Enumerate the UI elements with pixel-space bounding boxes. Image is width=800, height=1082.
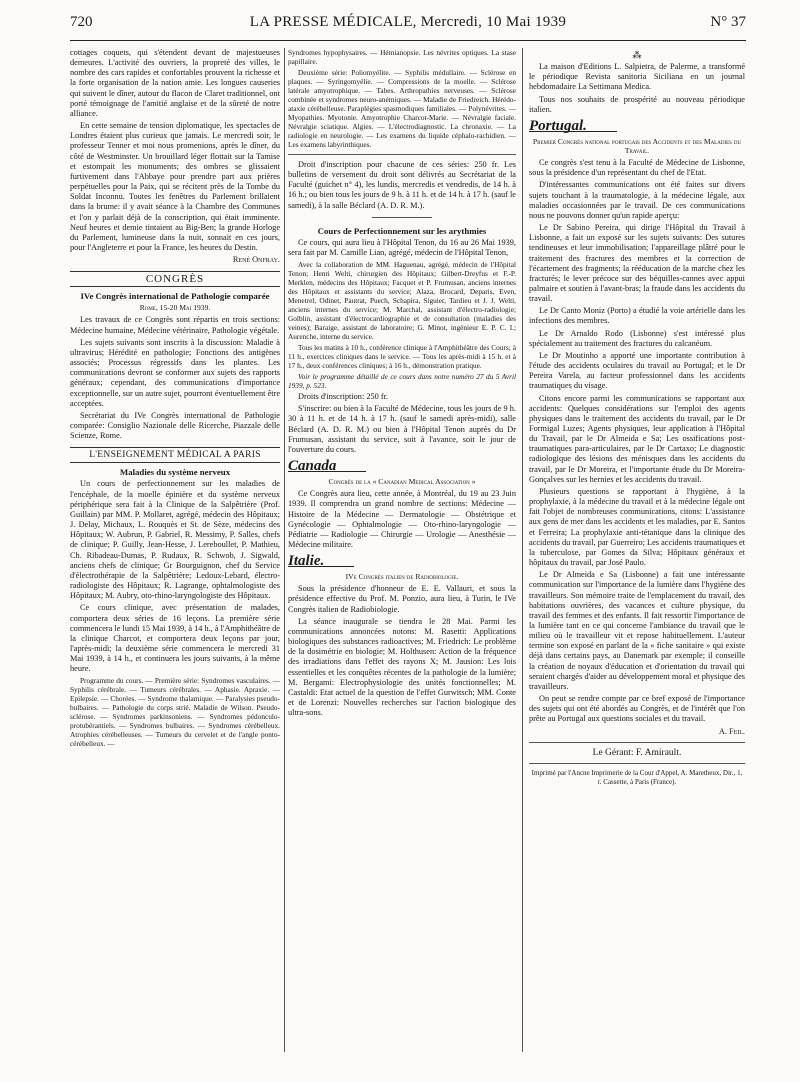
article-subtitle: IVe Congrès italien de Radiobiologie. (345, 572, 459, 582)
paragraph: Le Dr Canto Moniz (Porto) a étudié la voie artérielle dans les infections des membres. (529, 306, 745, 326)
paragraph: En cette semaine de tension diplomatique, les spectacles de Londres étaient plus curieux que jamais. Le mercredi soir, le professeur Tenner et moi nous promenions, après le dîner, du côté de Westminster. Un brouillard léger flottait sur la Tamise et estompait les monuments; des ombres se glissaient furtivement dans l'Abbaye pour prendre part aux prières perpétuelles pour la Paix, qui se récitent près de la Tombe du Soldat Inconnu. Toutes les fenêtres du Parlement brillaient dans la brume: il y avait séance à la Chambre des Communes et l'on y parlait déjà de la conscription, qui était imminente. Neuf heures et demie tintaient au Big-Ben; la grande Horloge du Parlement, lumineuse dans la nuit, sonnait en ces jours, pour l'Angleterre et pour la France, les heures du Destin. (70, 121, 280, 252)
paragraph: Les sujets suivants sont inscrits à la discussion: Maladie à ultravirus; Hérédité en pathologie; Fonctions des antigènes associés; Processus régressifs dans les plantes. Les communications devront se conformer aux sujets des rapports généraux; cependant, des communications d'importance exceptionnelle, sur un autre sujet, pourront éventuellement être acceptées. (70, 337, 280, 408)
paragraph: Deuxième série: Poliomyélite. — Syphilis médullaire. — Sclérose en plaques. — Syringomyélie. — Compressions de la moelle. — Sclérose latérale amyotrophique. — Tabes. Arthropathies nerveuses. — Sclérose combinée et syndromes neuro-anémiques. — Maladie de Friedreich. Hérédo-ataxie cérébelleuse. Paraplégies spasmodiques familiales. — Polynévrites. — Myopathies. Myotonie. Amyotrophie Charcot-Marie. — Névralgie faciale. Névralgie sciatique. Algies. — L'électrodiagnostic. La chronaxie. — La radiologie en neurologie. — Les examens du liquide céphalo-rachidien. — Les examens labyrinthiques. (288, 68, 516, 149)
paragraph: Le Dr Moutinho a apporté une importante contribution à l'étude des accidents oculaires du travail au Portugal; et le Dr Pereira Varela, au facteur professionnel dans les accidents traumatiques du visage. (529, 350, 745, 391)
article-title: Cours de Perfectionnement sur les arythmies (317, 225, 487, 236)
page-number: 720 (70, 14, 93, 30)
paragraph: Le Dr Arnaldo Rodo (Lisbonne) s'est intéressé plus spécialement au traitement des fractures du calcanéum. (529, 328, 745, 348)
paragraph: Secrétariat du IVe Congrès international de Pathologie comparée: Consiglio Nazionale delle Ricerche, Piazzale delle Scienze, Rome. (70, 410, 280, 441)
paragraph: D'intéressantes communications ont été faites sur divers sujets touchant à la traumatologie, à la médecine légale, aux maladies occasionnées par le travail. De ces communications nous ne pouvons donner qu'un rapide aperçu: (529, 180, 745, 220)
paragraph: La maison d'Editions L. Salpietra, de Palerme, a transformé le périodique Revista sanitoria Siciliana en un journal hebdomadaire La Settimana Medica. (529, 62, 745, 92)
paragraph: Ce cours clinique, avec présentation de malades, comportera deux séries de 16 leçons. La première série commencera le lundi 15 Mai 1939, à 14 h., à l'Amphithéâtre de la clinique Charcot, et comportera deux leçons par jour, l'après-midi; la deuxième série commencera le mercredi 31 Mai 1939, à 14 h., et continuera les jours suivants, à la même heure. (70, 603, 280, 674)
divider (372, 217, 432, 218)
paragraph: On peut se rendre compte par ce bref exposé de l'importance des sujets qui ont été abordés au Congrès, et de l'intérêt que l'on prête au Portugal aux questions sociales et du travail. (529, 694, 745, 724)
paragraph: Tous les matins à 10 h., conférence clinique à l'Amphithéâtre des Cours; à 11 h., exercices cliniques dans le service. — Tous les après-midi à 15 h. et à 17 h., deux conférences cliniques; à 16 h., démonstration pratique. (288, 343, 516, 371)
paragraph: Sous la présidence d'honneur de E. E. Vallauri, et sous la présidence effective du Prof. M. Ponzio, aura lieu, à Turin, le IVe Congrès italien de Radiobiologie. (288, 584, 516, 614)
printer-line: Imprimé par l'Ancne Imprimerie de la Cour d'Appel, A. Maretheux, Dir., 1, r. Cassette, à Paris (France). (531, 768, 743, 786)
article-title: Maladies du système nerveux (119, 467, 231, 478)
paragraph: Un cours de perfectionnement sur les maladies de l'encéphale, de la moelle épinière et du système nerveux périphérique sera fait à la Clinique de la Salpêtrière (Prof. Guillain) par MM. P. Mollaret, agrégé, médecin des Hôpitaux; J. Delay, Michaux, L. Rouquès et St. de Sèze, médecins des Hôpitaux; W. Aubrun, P. Gabriel, R. Messimy, P. Salles, chefs de clinique; P. Guilly, Jean-Hesse, J. Lereboullet, P. Mathieu, Ch. Ribadeau-Dumas, P. Rudaux, R. Schwob, J. Sigwald, anciens chefs de clinique; Gr Bourguignon, chef du Service d'électrothérapie de la Salpêtrière; Ledoux-Lebard, électro-radiologiste des Hôpitaux; R. Lagrange, ophtalmologiste des Hôpitaux; M. Aubry, oto-rhino-laryngologiste des Hôpitaux. (70, 479, 280, 601)
paragraph: Ce Congrès aura lieu, cette année, à Montréal, du 19 au 23 Juin 1939. Il comprendra un grand nombre de sections: Médecine — Histoire de la Médecine — Dermatologie — Obstétrique et Gynécologie — Ophtalmologie — Oto-rhino-laryngologie — Pédiatrie — Radiologie — Chirurgie — Urologie — Anesthésie — Médecine militaire. (288, 489, 516, 549)
journal-title: LA PRESSE MÉDICALE, Mercredi, 10 Mai 1939 (249, 14, 567, 30)
section-heading-enseignement: L'ENSEIGNEMENT MÉDICAL A PARIS (70, 447, 280, 463)
divider (529, 742, 745, 743)
header-rule (70, 40, 746, 41)
paragraph: Citons encore parmi les communications se rapportant aux accidents: Quelques considérations sur l'emploi des agents physiques dans le traitement des accidents du travail, par le Dr Formigal Luzes; Agents physiques, leur application à l'Hôpital du Travail, par le Dr Almeida e Sa; Les ossifications post-traumatiques para-articulaires, par le Dr Cartaxo; Le diagnostic radiologique des lésions des ménisques dans les accidents du travail, par le Dr Moreira, et l'importante étude du Dr Moreira-Gonçalves sur les hernies et les accidents du travail. (529, 393, 745, 484)
paragraph: Tous nos souhaits de prospérité au nouveau périodique italien. (529, 94, 745, 114)
column-2 (288, 48, 516, 720)
paragraph: Syndromes hypophysaires. — Hémianopsie. Les névrites optiques. La stase papillaire. (288, 48, 516, 66)
country-heading-italie: Italie. (288, 556, 354, 567)
article-subtitle: Congrès de la « Canadian Medical Association » (328, 477, 476, 487)
paragraph: Programme du cours. — Première série: Syndromes vasculaires. — Syphilis cérébrale. — Tumeurs cérébrales. — Aphasie. Apraxie. — Epilepsie. — Chorées. — Syndrome thalamique. — Paralysies pseudo-bulbaires. — Pathologie du corps strié. Maladie de Wilson. Pseudo-sclérose. — Syndromes parkinsoniens. — Syndromes pédonculo-protubérantiels. — Syndromes bulbaires. — Syndromes cérébelleux. Atrophies cérébelleuses. — Tumeurs du cervelet et de l'angle ponto-cérébelleux. — (70, 676, 280, 749)
paragraph: S'inscrire: ou bien à la Faculté de Médecine, tous les jours de 9 h. 30 à 11 h. et de 14 h. à 17 h. (sauf le samedi après-midi), salle Béclard (A. D. R. M.) ou bien à l'Hôpital Tenon auprès du Dr Frumusan, assistant du service, soit à l'avance, soit le jour de l'ouverture du cours. (288, 404, 516, 454)
paragraph: Le Dr Almeida e Sa (Lisbonne) a fait une intéressante communication sur l'importance de la lumière dans l'hygiène des travailleurs. Son mémoire traite de l'emplacement du travail, des habitations ouvrières, des vacances et culture physique, du travail des femmes et des enfants. Il fait ressortir l'importance de la lumière tant en ce qui concerne l'ambiance du travail que le milieu où le travailleur vit et repose habituellement. L'auteur termine son exposé en parlant de la « fiche sanitaire » qui existe déjà dans certains pays, au Danemark par exemple; il conseille la création de noyaux d'éducation et d'orientation du travail qui seraient chargés d'aider au développement moral et physique des travailleurs. (529, 570, 745, 691)
country-heading-canada: Canada (288, 461, 366, 472)
paragraph: La séance inaugurale se tiendra le 28 Mai. Parmi les communications annoncées notons: M. Rasetti: Applications biologiques des substances radioactives; M. Friedrich: Le problème de la dosimétrie en biologie; M. Holthusen: Action de la fréquence des irradiations dans l'effet des rayons X; M. Jausion: Les lois essentielles et les conquêtes récentes de la pathologie de la lumière; M. Bergami: Electrophysiologie des unités fonctionnelles; M. Castaldi: Etat actuel de la question de l'effet Gurwitsch; MM. Conte et de Lorenzi: Nouvelles recherches sur l'action biologique des ultra-sons. (288, 616, 516, 718)
paragraph: cottages coquets, qui s'étendent devant de majestueuses demeures. L'activité des ouvriers, la propreté des villes, le nombre des cars rapides et confortables prouvent la richesse et la forte organisation de la nation amie. Les longues causeries qui suivent le dîner, autour du flacon de Claret traditionnel, ont porté témoignage de l'amitié anglaise et de la sûreté de notre alliance. (70, 48, 280, 118)
issue-number: N° 37 (710, 14, 746, 30)
column-divider (522, 48, 523, 1052)
column-3 (529, 48, 745, 787)
ornament: ⁂ (632, 50, 642, 60)
paragraph: Le Dr Sabino Pereira, qui dirige l'Hôpital du Travail à Lisbonne, a fait un exposé sur les sujets suivants: Des sutures tendineuses et leur immobilisation; l'appareillage plâtré pour le traitement des fractures des membres et la correction de l'écartement des fragments; la rééducation de la marche chez les fracturés; le lever précoce sur des béquilles-cannes avec appui palmaire et soutien à l'avant-bras; la fraude dans les accidents du travail. (529, 223, 745, 304)
gerant-line: Le Gérant: F. Amirault. (592, 747, 682, 758)
paragraph: Droit d'inscription pour chacune de ces séries: 250 fr. Les bulletins de versement du droit sont délivrés au Secrétariat de la Faculté (guichet n° 4), les lundis, mercredis et vendredis, de 14 h. à 16 h.; ou bien tous les jours de 9 h. à 11 h. et de 14 h. à 17 h. (sauf le samedi), à la salle Béclard (A. D. R. M.). (288, 160, 516, 210)
author-signature: René Onfray. (232, 255, 280, 265)
divider (529, 763, 745, 764)
paragraph: Les travaux de ce Congrès sont répartis en trois sections: Médecine humaine, Médecine vétérinaire, Pathologie végétale. (70, 315, 280, 335)
column-1 (70, 48, 280, 750)
section-heading-congres: CONGRÈS (70, 271, 280, 287)
paragraph: Plusieurs questions se rapportant à l'hygiène, à la prophylaxie, à la médecine du travail et à la médecine légale ont fait l'objet de nombreuses communications, citons: L'assistance aux gens de mer dans les accidents et les maladies, par E. Santos et Ferreira; La prophylaxie anti-tétanique dans la clinique des accidents du travail, par Guerreiro; Les accidents traumatiques et la tuberculose, par Gomes da Silva; Hôpitaux généraux et hôpitaux du travail, par José Paulo. (529, 486, 745, 568)
page-header (70, 12, 746, 38)
paragraph: Ce congrès s'est tenu à la Faculté de Médecine de Lisbonne, sous la présidence d'un représentant du chef de l'Etat. (529, 158, 745, 178)
article-title: IVe Congrès international de Pathologie comparée (80, 291, 270, 302)
paragraph: Ce cours, qui aura lieu à l'Hôpital Tenon, du 16 au 26 Mai 1939, sera fait par M. Camille Lian, agrégé, médecin de l'Hôpital Tenon, (288, 237, 516, 257)
column-divider (284, 48, 285, 1052)
article-subtitle: Premier Congrès national portugais des Accidents et des Maladies du Travail. (532, 137, 742, 156)
paragraph: Voir le programme détaillé de ce cours dans notre numéro 27 du 5 Avril 1939, p. 523. (288, 372, 516, 391)
paragraph: Avec la collaboration de MM. Haguenau, agrégé, médecin de l'Hôpital Tenon; Henri Welti, chirurgien des Hôpitaux; Gilbert-Dreyfus et F.-P. Merklen, médecins des Hôpitaux; Facquet et P. Frumusan, anciens internes des Hôpitaux et assistants du service; Alaza, Brocard, Deparis, Even, Menetrel, Odinet, Pautrat, Puech, Schapira, Siguier, Tardieu et J. J. Welti, anciens internes du service; M. Marchal, assistant d'électro-radiologie; Golblin, assistant d'électrocardiographie et de consultation (maladies des veines); Baraige, assistant de laboratoire; G. Minot, ingénieur E. P. C. I.; Aurenche, interne du service. (288, 260, 516, 342)
divider (288, 154, 516, 155)
country-heading-portugal: Portugal. (529, 121, 617, 132)
paragraph: Droits d'inscription: 250 fr. (298, 392, 388, 402)
author-signature: A. Feil. (718, 726, 745, 736)
article-place-date: Rome, 15-20 Mai 1939. (139, 303, 211, 313)
